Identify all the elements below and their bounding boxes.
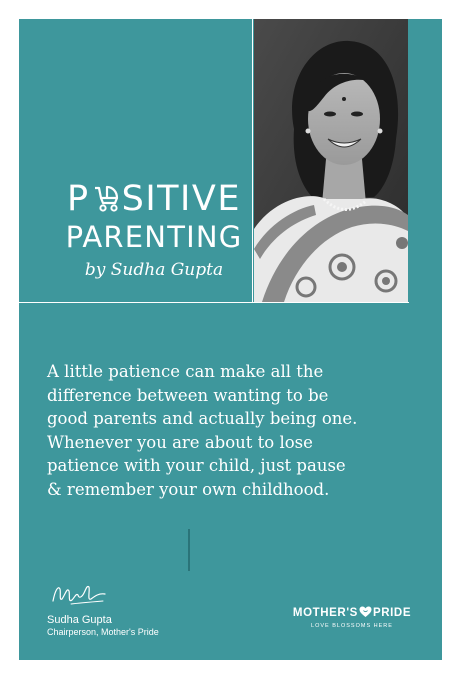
signatory-title: Chairperson, Mother's Pride: [47, 627, 159, 637]
poster-card: [19, 19, 442, 660]
title-positive: [46, 179, 262, 219]
portrait-photo: [254, 19, 408, 302]
divider-horizontal: [19, 302, 409, 303]
quote-line: Whenever you are about to lose: [47, 432, 313, 452]
title-parenting: PARENTING: [65, 220, 243, 254]
title-letter-p: P: [67, 179, 90, 219]
quote-line: A little patience can make all the: [47, 362, 324, 381]
quote-line: difference between wanting to be: [47, 385, 329, 405]
brand-name-first: MOTHER'S: [292, 607, 358, 619]
title-block: [46, 179, 262, 283]
brand-name: [287, 606, 417, 620]
title-letters-sitive: SITIVE: [121, 179, 241, 219]
brand-tagline: LOVE BLOSSOMS HERE: [311, 623, 393, 629]
title-byline: by Sudha Gupta: [84, 260, 224, 280]
portrait-illustration: [254, 19, 408, 302]
handwritten-signature: [49, 581, 109, 609]
heart-icon: [359, 606, 372, 618]
quote-line: good parents and actually being one.: [47, 409, 358, 428]
quote-line: & remember your own childhood.: [47, 479, 330, 499]
quote-text: [47, 360, 419, 501]
accent-line: [188, 529, 190, 571]
brand-logo: [287, 606, 417, 629]
quote-line: patience with your child, just pause: [47, 456, 346, 475]
signatory-name: Sudha Gupta: [47, 614, 112, 626]
baby-stroller-icon: [91, 182, 121, 212]
brand-name-second: PRIDE: [372, 607, 412, 619]
